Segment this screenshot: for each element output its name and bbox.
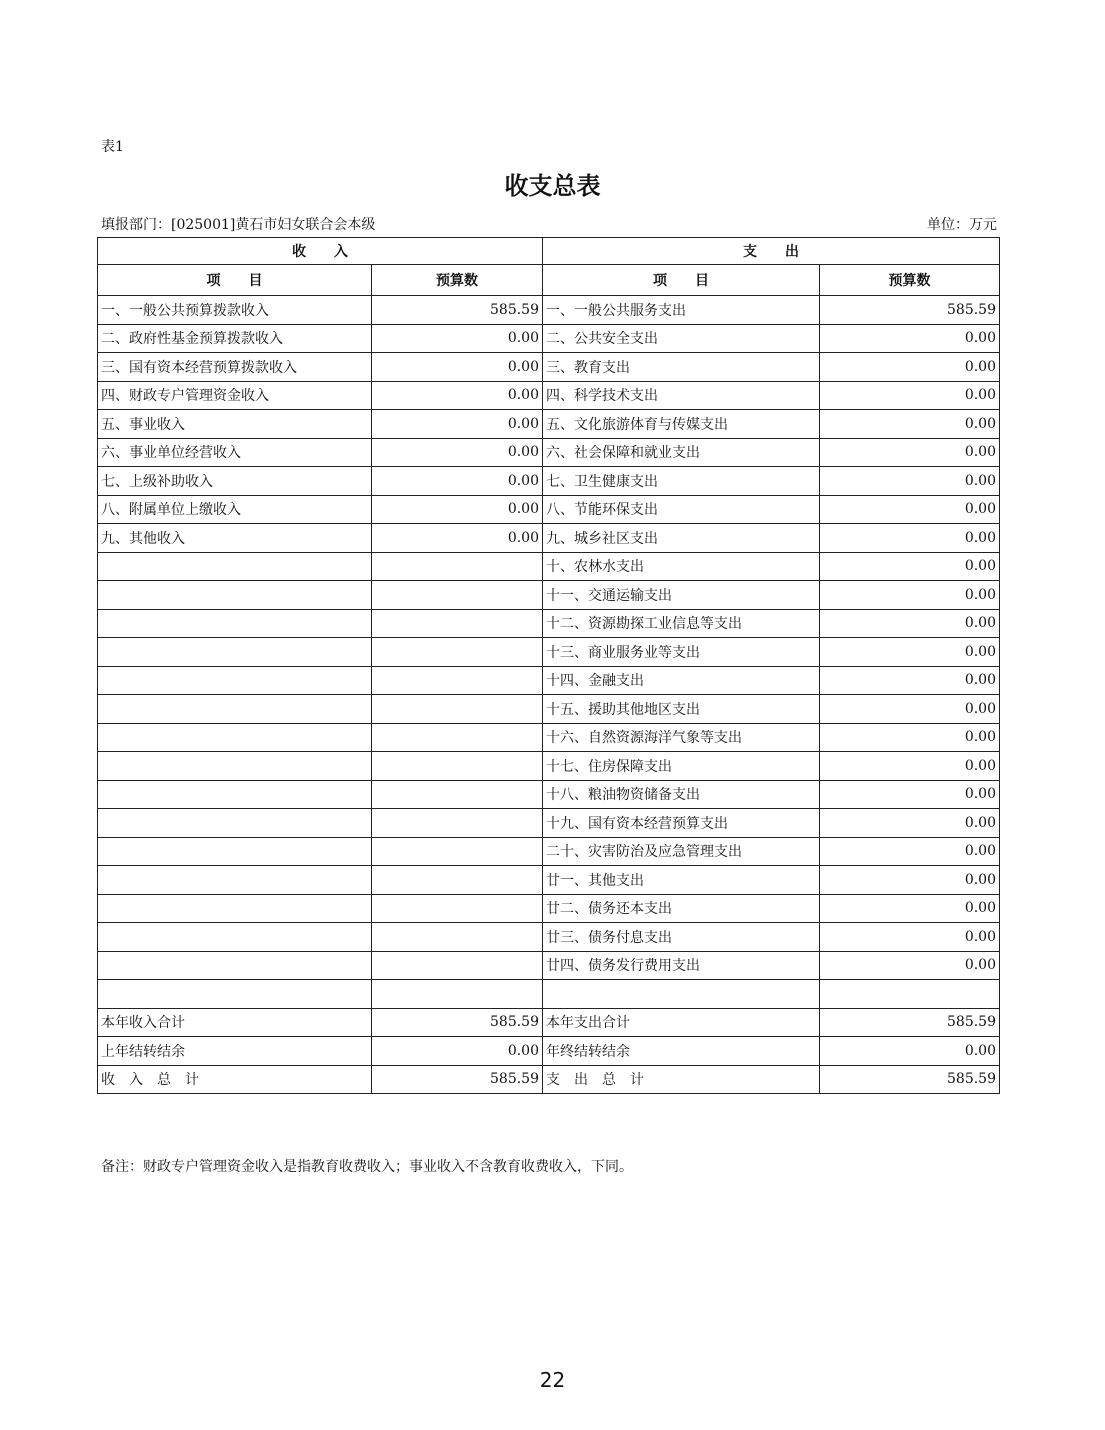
table-row bbox=[98, 638, 1000, 667]
income-value-cell: 0.00 bbox=[372, 467, 543, 496]
expense-item-cell: 十七、住房保障支出 bbox=[543, 752, 820, 781]
income-item-cell bbox=[98, 951, 372, 980]
expense-value-cell: 0.00 bbox=[820, 524, 1000, 553]
income-item-cell: 本年收入合计 bbox=[98, 1008, 372, 1037]
expense-item-cell: 一、一般公共服务支出 bbox=[543, 296, 820, 325]
income-item-cell bbox=[98, 723, 372, 752]
income-item-cell bbox=[98, 638, 372, 667]
table-row bbox=[98, 581, 1000, 610]
expense-item-cell: 廿一、其他支出 bbox=[543, 866, 820, 895]
income-value-cell: 0.00 bbox=[372, 381, 543, 410]
expense-item-cell: 十、农林水支出 bbox=[543, 552, 820, 581]
expense-value-cell: 0.00 bbox=[820, 695, 1000, 724]
page-title: 收支总表 bbox=[504, 172, 601, 200]
income-value-cell bbox=[372, 951, 543, 980]
expense-value-cell: 0.00 bbox=[820, 752, 1000, 781]
income-value-cell bbox=[372, 609, 543, 638]
expense-item-cell: 十一、交通运输支出 bbox=[543, 581, 820, 610]
income-item-cell bbox=[98, 837, 372, 866]
income-item-cell bbox=[98, 609, 372, 638]
table-row bbox=[98, 866, 1000, 895]
table-row bbox=[98, 752, 1000, 781]
expense-value-cell: 0.00 bbox=[820, 866, 1000, 895]
table-row bbox=[98, 381, 1000, 410]
table-row bbox=[98, 1008, 1000, 1037]
expense-item-cell: 十三、商业服务业等支出 bbox=[543, 638, 820, 667]
table-row bbox=[98, 1037, 1000, 1066]
income-value-cell bbox=[372, 552, 543, 581]
table-row bbox=[98, 410, 1000, 439]
unit-label: 单位：万元 bbox=[927, 217, 997, 233]
expense-value-cell: 0.00 bbox=[820, 324, 1000, 353]
income-item-cell bbox=[98, 923, 372, 952]
table-row bbox=[98, 780, 1000, 809]
income-item-cell bbox=[98, 581, 372, 610]
expense-value-cell: 0.00 bbox=[820, 552, 1000, 581]
expense-value-cell: 0.00 bbox=[820, 381, 1000, 410]
income-value-cell bbox=[372, 752, 543, 781]
expense-value-cell: 0.00 bbox=[820, 666, 1000, 695]
income-item-cell: 七、上级补助收入 bbox=[98, 467, 372, 496]
income-value-cell bbox=[372, 894, 543, 923]
income-value-cell: 0.00 bbox=[372, 410, 543, 439]
income-item-cell bbox=[98, 695, 372, 724]
income-value-cell bbox=[372, 638, 543, 667]
income-item-cell: 五、事业收入 bbox=[98, 410, 372, 439]
table-row bbox=[98, 923, 1000, 952]
income-value-cell: 0.00 bbox=[372, 524, 543, 553]
expense-item-cell: 二、公共安全支出 bbox=[543, 324, 820, 353]
table-row bbox=[98, 894, 1000, 923]
expense-item-cell: 二十、灾害防治及应急管理支出 bbox=[543, 837, 820, 866]
table-row bbox=[98, 837, 1000, 866]
income-value-cell: 0.00 bbox=[372, 1037, 543, 1066]
expense-value-cell: 0.00 bbox=[820, 1037, 1000, 1066]
income-item-cell: 四、财政专户管理资金收入 bbox=[98, 381, 372, 410]
expense-value-cell: 0.00 bbox=[820, 809, 1000, 838]
table-row bbox=[98, 467, 1000, 496]
expense-value-cell: 0.00 bbox=[820, 780, 1000, 809]
table-row bbox=[98, 552, 1000, 581]
income-item-cell bbox=[98, 980, 372, 1009]
table-row bbox=[98, 951, 1000, 980]
table-row bbox=[98, 438, 1000, 467]
expense-value-cell: 0.00 bbox=[820, 353, 1000, 382]
income-value-cell bbox=[372, 866, 543, 895]
expense-item-cell bbox=[543, 980, 820, 1009]
income-value-cell: 585.59 bbox=[372, 1008, 543, 1037]
table-row bbox=[98, 980, 1000, 1009]
income-value-cell bbox=[372, 809, 543, 838]
table-row bbox=[98, 723, 1000, 752]
table-row bbox=[98, 524, 1000, 553]
expense-item-cell: 九、城乡社区支出 bbox=[543, 524, 820, 553]
table-row bbox=[98, 495, 1000, 524]
income-value-cell: 0.00 bbox=[372, 438, 543, 467]
income-item-cell bbox=[98, 752, 372, 781]
expense-item-cell: 四、科学技术支出 bbox=[543, 381, 820, 410]
expense-item-cell: 三、教育支出 bbox=[543, 353, 820, 382]
table-row bbox=[98, 666, 1000, 695]
expense-value-cell: 0.00 bbox=[820, 894, 1000, 923]
table-body bbox=[98, 296, 1000, 1094]
group-header-row bbox=[98, 238, 1000, 265]
expense-value-cell: 0.00 bbox=[820, 438, 1000, 467]
expense-item-cell: 廿四、债务发行费用支出 bbox=[543, 951, 820, 980]
expense-value-cell: 0.00 bbox=[820, 837, 1000, 866]
expense-value-cell: 0.00 bbox=[820, 923, 1000, 952]
department-label: 填报部门：[025001]黄石市妇女联合会本级 bbox=[101, 217, 376, 233]
income-item-cell bbox=[98, 894, 372, 923]
income-value-cell bbox=[372, 923, 543, 952]
expense-value-cell: 0.00 bbox=[820, 609, 1000, 638]
table-row bbox=[98, 1065, 1000, 1094]
table-row bbox=[98, 809, 1000, 838]
expense-item-cell: 十五、援助其他地区支出 bbox=[543, 695, 820, 724]
income-value-cell bbox=[372, 666, 543, 695]
expense-value-cell: 0.00 bbox=[820, 581, 1000, 610]
expense-item-cell: 年终结转结余 bbox=[543, 1037, 820, 1066]
expense-item-cell: 十二、资源勘探工业信息等支出 bbox=[543, 609, 820, 638]
expense-item-cell: 八、节能环保支出 bbox=[543, 495, 820, 524]
expense-value-cell: 0.00 bbox=[820, 410, 1000, 439]
income-budget-header: 预算数 bbox=[372, 265, 543, 296]
income-group-header: 收 入 bbox=[98, 238, 543, 265]
expense-value-cell: 0.00 bbox=[820, 467, 1000, 496]
income-value-cell bbox=[372, 837, 543, 866]
table-row bbox=[98, 324, 1000, 353]
income-value-cell bbox=[372, 695, 543, 724]
expense-item-cell: 廿二、债务还本支出 bbox=[543, 894, 820, 923]
income-item-cell: 六、事业单位经营收入 bbox=[98, 438, 372, 467]
income-item-cell: 八、附属单位上缴收入 bbox=[98, 495, 372, 524]
expense-value-cell: 0.00 bbox=[820, 951, 1000, 980]
table-label: 表1 bbox=[101, 139, 124, 155]
expense-budget-header: 预算数 bbox=[820, 265, 1000, 296]
expense-item-cell: 本年支出合计 bbox=[543, 1008, 820, 1037]
income-value-cell: 0.00 bbox=[372, 324, 543, 353]
income-item-cell: 一、一般公共预算拨款收入 bbox=[98, 296, 372, 325]
budget-summary-table bbox=[97, 237, 1000, 1094]
expense-item-cell: 六、社会保障和就业支出 bbox=[543, 438, 820, 467]
income-value-cell: 0.00 bbox=[372, 353, 543, 382]
expense-value-cell: 0.00 bbox=[820, 495, 1000, 524]
income-item-cell bbox=[98, 866, 372, 895]
footnote: 备注：财政专户管理资金收入是指教育收费收入；事业收入不含教育收费收入，下同。 bbox=[101, 1159, 633, 1175]
page-number: 22 bbox=[539, 1368, 566, 1392]
expense-item-cell: 十六、自然资源海洋气象等支出 bbox=[543, 723, 820, 752]
income-item-cell: 九、其他收入 bbox=[98, 524, 372, 553]
expense-value-cell: 585.59 bbox=[820, 296, 1000, 325]
table-row bbox=[98, 353, 1000, 382]
expense-item-cell: 七、卫生健康支出 bbox=[543, 467, 820, 496]
expense-value-cell bbox=[820, 980, 1000, 1009]
expense-group-header: 支 出 bbox=[543, 238, 1000, 265]
table-row bbox=[98, 296, 1000, 325]
table-row bbox=[98, 695, 1000, 724]
income-value-cell bbox=[372, 980, 543, 1009]
expense-item-cell: 十九、国有资本经营预算支出 bbox=[543, 809, 820, 838]
expense-value-cell: 0.00 bbox=[820, 723, 1000, 752]
column-header-row bbox=[98, 265, 1000, 296]
income-item-cell bbox=[98, 780, 372, 809]
expense-value-cell: 585.59 bbox=[820, 1065, 1000, 1094]
income-value-cell: 585.59 bbox=[372, 1065, 543, 1094]
income-item-cell: 二、政府性基金预算拨款收入 bbox=[98, 324, 372, 353]
income-value-cell bbox=[372, 581, 543, 610]
income-value-cell bbox=[372, 780, 543, 809]
income-item-cell bbox=[98, 666, 372, 695]
table-row bbox=[98, 609, 1000, 638]
income-value-cell: 0.00 bbox=[372, 495, 543, 524]
income-item-header: 项 目 bbox=[98, 265, 372, 296]
income-item-cell: 上年结转结余 bbox=[98, 1037, 372, 1066]
expense-value-cell: 585.59 bbox=[820, 1008, 1000, 1037]
income-value-cell: 585.59 bbox=[372, 296, 543, 325]
expense-item-cell: 十四、金融支出 bbox=[543, 666, 820, 695]
income-item-cell bbox=[98, 552, 372, 581]
expense-value-cell: 0.00 bbox=[820, 638, 1000, 667]
income-item-cell: 收 入 总 计 bbox=[98, 1065, 372, 1094]
expense-item-header: 项 目 bbox=[543, 265, 820, 296]
expense-item-cell: 支 出 总 计 bbox=[543, 1065, 820, 1094]
expense-item-cell: 十八、粮油物资储备支出 bbox=[543, 780, 820, 809]
expense-item-cell: 五、文化旅游体育与传媒支出 bbox=[543, 410, 820, 439]
income-item-cell: 三、国有资本经营预算拨款收入 bbox=[98, 353, 372, 382]
expense-item-cell: 廿三、债务付息支出 bbox=[543, 923, 820, 952]
income-item-cell bbox=[98, 809, 372, 838]
income-value-cell bbox=[372, 723, 543, 752]
